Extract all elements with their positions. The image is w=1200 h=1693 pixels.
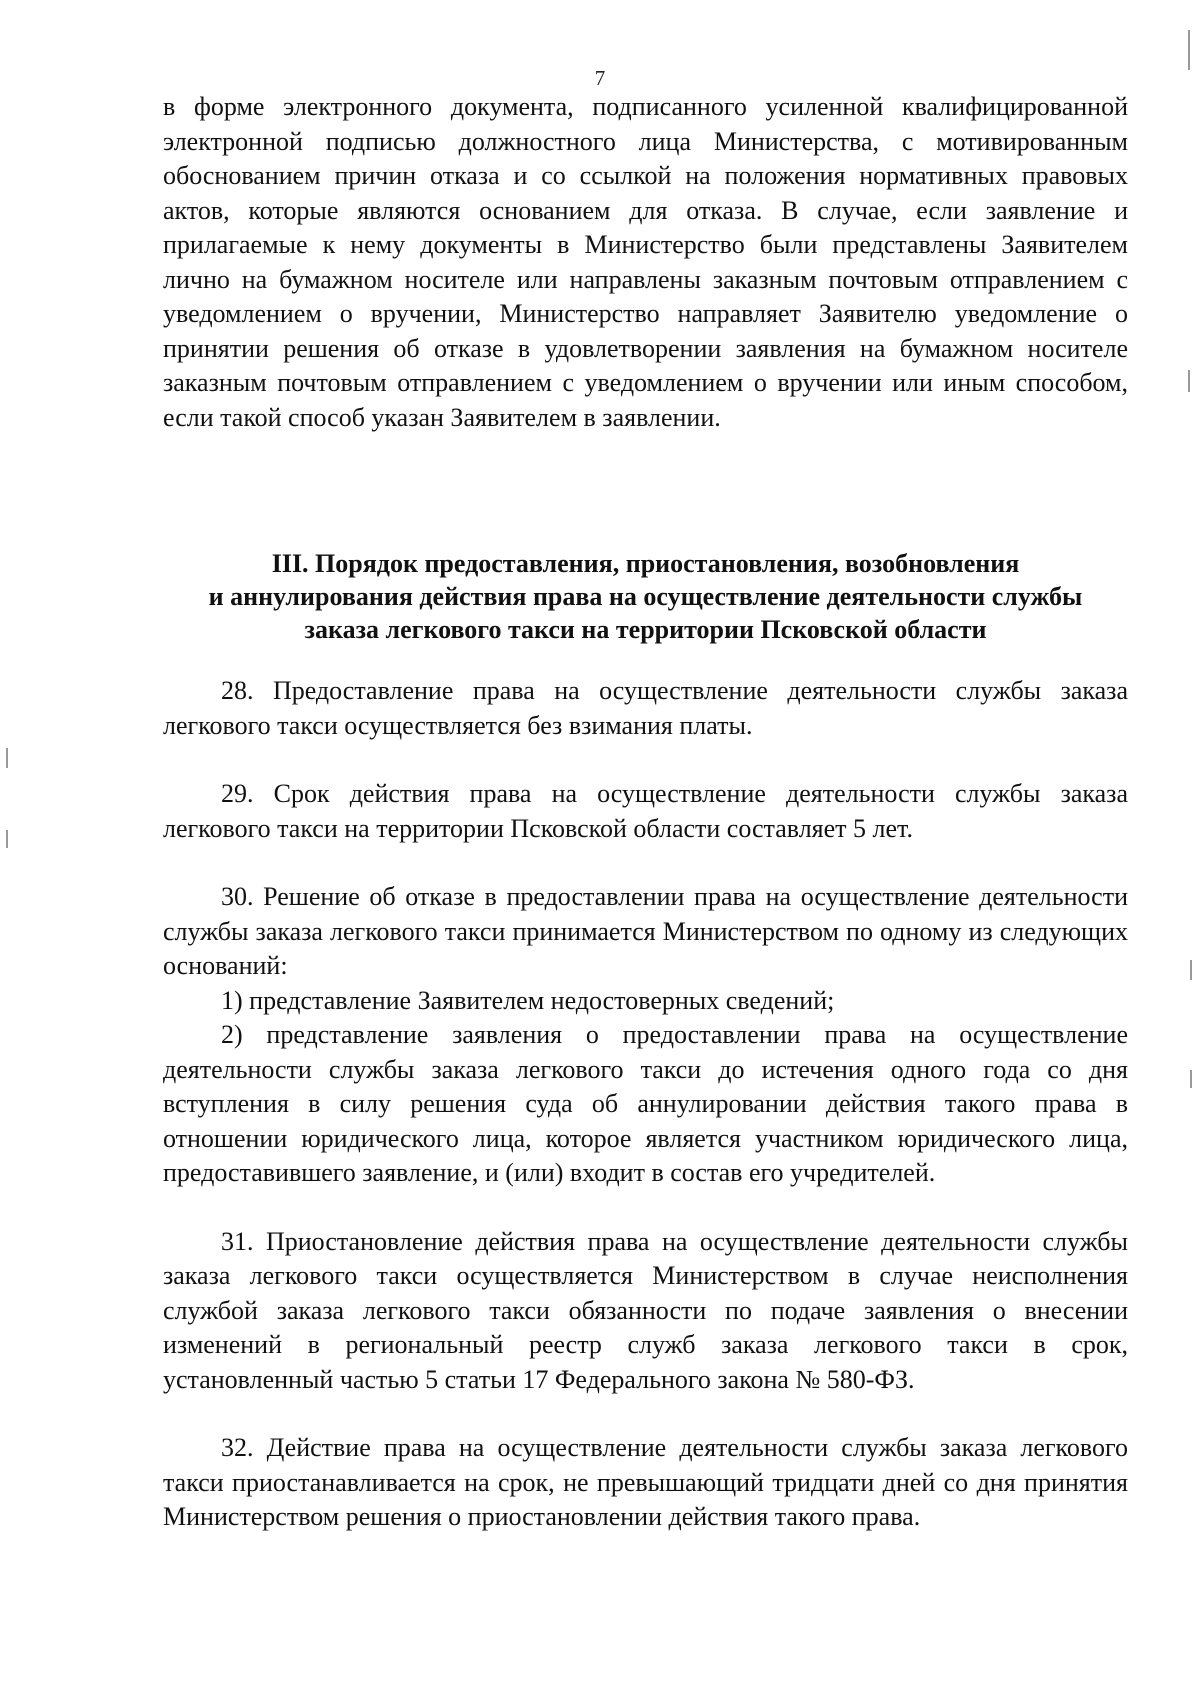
page-number: 7 [594, 66, 606, 90]
scan-artifact [1188, 30, 1190, 70]
scan-artifact [6, 748, 8, 768]
scan-artifact [1190, 1070, 1192, 1088]
section-heading-line-1: III. Порядок предоставления, приостановления, возобновления [271, 549, 1020, 578]
section-heading-line-3: заказа легкового такси на территории Псковской области [304, 615, 987, 644]
clauses-block [163, 674, 1128, 1535]
scan-artifact [1188, 370, 1190, 392]
section-heading [163, 547, 1128, 646]
clause-32: 32. Действие права на осуществление деятельности службы заказа легкового такси приостанавливается на срок, не превышающий тридцати дней со дня принятия Министерством решения о приостановлении действия такого права. [163, 1433, 1128, 1531]
clause-29: 29. Срок действия права на осуществление деятельности службы заказа легкового такси на территории Псковской области составляет 5 лет. [163, 779, 1128, 843]
clause-30-item-2: 2) представление заявления о предоставлении права на осуществление деятельности службы заказа легкового такси до истечения одного года со дня вступления в силу решения суда об аннулировании действия такого права в отношении юридического лица, которое является участником юридического лица, предоставившего заявление, и (или) входит в состав его учредителей. [163, 1020, 1128, 1187]
section-heading-line-2: и аннулирования действия права на осуществление деятельности службы [208, 582, 1083, 611]
scan-artifact [1190, 960, 1192, 980]
clause-31: 31. Приостановление действия права на осуществление деятельности службы заказа легкового такси осуществляется Министерством в случае неисполнения службой заказа легкового такси обязанности по подаче заявления о внесении изменений в региональный реестр служб заказа легкового такси в срок, установленный частью 5 статьи 17 Федерального закона № 580-ФЗ. [163, 1226, 1128, 1394]
clause-30: 30. Решение об отказе в предоставлении права на осуществление деятельности службы заказа легкового такси принимается Министерством по одному из следующих оснований: [163, 882, 1128, 980]
clause-30-item-1: 1) представление Заявителем недостоверных сведений; [221, 985, 835, 1015]
intro-paragraph: в форме электронного документа, подписанного усиленной квалифицированной электронной подписью должностного лица Министерства, с мотивированным обоснованием причин отказа и со ссылкой на положения нормативных правовых актов, которые являются основанием для отказа. В случае, если заявление и прилагаемые к нему документы в Министерство были представлены Заявителем лично на бумажном носителе или направлены заказным почтовым отправлением с уведомлением о вручении, Министерство направляет Заявителю уведомление о принятии решения об отказе в удовлетворении заявления на бумажном носителе заказным почтовым отправлением с уведомлением о вручении или иным способом, если такой способ указан Заявителем в заявлении. [163, 92, 1128, 432]
intro-paragraph-block [163, 90, 1128, 435]
clause-28: 28. Предоставление права на осуществление деятельности службы заказа легкового такси осуществляется без взимания платы. [163, 676, 1128, 740]
scan-artifact [6, 830, 8, 848]
